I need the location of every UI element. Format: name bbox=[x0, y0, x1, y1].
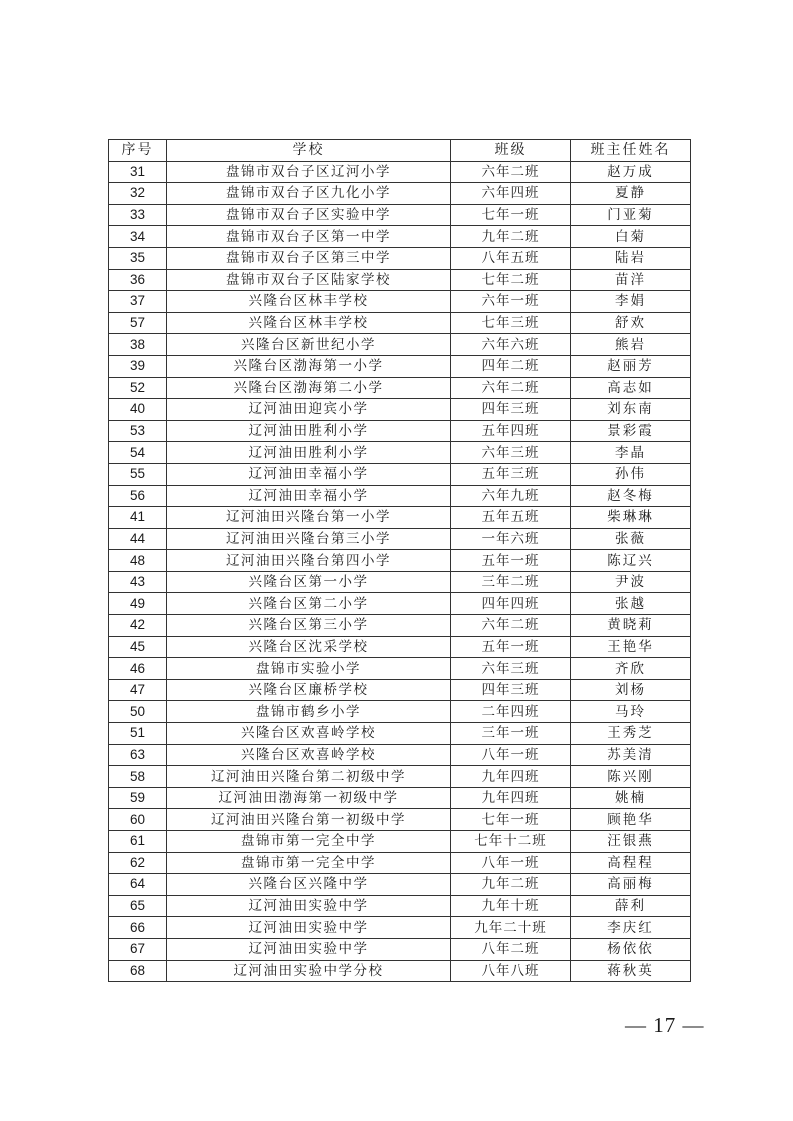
cell-class: 八年八班 bbox=[451, 960, 571, 982]
cell-teacher: 高丽梅 bbox=[571, 874, 691, 896]
cell-teacher: 尹波 bbox=[571, 571, 691, 593]
cell-index: 56 bbox=[109, 485, 167, 507]
cell-school: 盘锦市实验小学 bbox=[167, 658, 451, 680]
cell-class: 五年三班 bbox=[451, 463, 571, 485]
cell-index: 62 bbox=[109, 852, 167, 874]
cell-index: 35 bbox=[109, 247, 167, 269]
cell-teacher: 高程程 bbox=[571, 852, 691, 874]
cell-teacher: 赵丽芳 bbox=[571, 355, 691, 377]
table-row bbox=[109, 615, 691, 637]
cell-index: 40 bbox=[109, 399, 167, 421]
cell-teacher: 熊岩 bbox=[571, 334, 691, 356]
cell-teacher: 高志如 bbox=[571, 377, 691, 399]
cell-teacher: 景彩霞 bbox=[571, 420, 691, 442]
cell-index: 45 bbox=[109, 636, 167, 658]
cell-class: 八年二班 bbox=[451, 938, 571, 960]
cell-index: 66 bbox=[109, 917, 167, 939]
cell-school: 辽河油田胜利小学 bbox=[167, 442, 451, 464]
cell-school: 辽河油田实验中学 bbox=[167, 938, 451, 960]
cell-class: 七年二班 bbox=[451, 269, 571, 291]
table-row bbox=[109, 852, 691, 874]
cell-index: 55 bbox=[109, 463, 167, 485]
cell-school: 辽河油田兴隆台第一小学 bbox=[167, 507, 451, 529]
cell-class: 八年一班 bbox=[451, 744, 571, 766]
cell-school: 兴隆台区沈采学校 bbox=[167, 636, 451, 658]
cell-school: 辽河油田胜利小学 bbox=[167, 420, 451, 442]
table-body bbox=[109, 161, 691, 982]
cell-teacher: 王艳华 bbox=[571, 636, 691, 658]
cell-class: 五年一班 bbox=[451, 550, 571, 572]
cell-index: 43 bbox=[109, 571, 167, 593]
table-row bbox=[109, 247, 691, 269]
cell-teacher: 刘杨 bbox=[571, 679, 691, 701]
table-row bbox=[109, 507, 691, 529]
cell-teacher: 李庆红 bbox=[571, 917, 691, 939]
cell-index: 38 bbox=[109, 334, 167, 356]
table-row bbox=[109, 550, 691, 572]
cell-index: 63 bbox=[109, 744, 167, 766]
table-row bbox=[109, 204, 691, 226]
cell-index: 34 bbox=[109, 226, 167, 248]
table-row bbox=[109, 377, 691, 399]
cell-class: 五年一班 bbox=[451, 636, 571, 658]
cell-teacher: 赵万成 bbox=[571, 161, 691, 183]
cell-teacher: 舒欢 bbox=[571, 312, 691, 334]
cell-class: 二年四班 bbox=[451, 701, 571, 723]
cell-index: 42 bbox=[109, 615, 167, 637]
cell-school: 兴隆台区新世纪小学 bbox=[167, 334, 451, 356]
cell-school: 兴隆台区第一小学 bbox=[167, 571, 451, 593]
table-row bbox=[109, 269, 691, 291]
table-row bbox=[109, 463, 691, 485]
cell-teacher: 汪银燕 bbox=[571, 831, 691, 853]
cell-class: 三年一班 bbox=[451, 723, 571, 745]
cell-teacher: 马玲 bbox=[571, 701, 691, 723]
cell-school: 盘锦市双台子区九化小学 bbox=[167, 183, 451, 205]
cell-school: 兴隆台区第三小学 bbox=[167, 615, 451, 637]
cell-teacher: 齐欣 bbox=[571, 658, 691, 680]
cell-teacher: 柴琳琳 bbox=[571, 507, 691, 529]
cell-index: 54 bbox=[109, 442, 167, 464]
table-row bbox=[109, 831, 691, 853]
cell-class: 八年一班 bbox=[451, 852, 571, 874]
cell-school: 盘锦市鹤乡小学 bbox=[167, 701, 451, 723]
table-row bbox=[109, 420, 691, 442]
cell-class: 六年二班 bbox=[451, 615, 571, 637]
cell-school: 盘锦市双台子区第一中学 bbox=[167, 226, 451, 248]
cell-class: 六年一班 bbox=[451, 291, 571, 313]
cell-school: 辽河油田兴隆台第二初级中学 bbox=[167, 766, 451, 788]
cell-class: 六年二班 bbox=[451, 377, 571, 399]
cell-class: 七年三班 bbox=[451, 312, 571, 334]
cell-index: 46 bbox=[109, 658, 167, 680]
table-row bbox=[109, 485, 691, 507]
cell-class: 九年二十班 bbox=[451, 917, 571, 939]
cell-teacher: 白菊 bbox=[571, 226, 691, 248]
table-row bbox=[109, 723, 691, 745]
cell-teacher: 陈兴刚 bbox=[571, 766, 691, 788]
cell-index: 58 bbox=[109, 766, 167, 788]
cell-index: 67 bbox=[109, 938, 167, 960]
cell-index: 32 bbox=[109, 183, 167, 205]
cell-school: 盘锦市第一完全中学 bbox=[167, 831, 451, 853]
table-row bbox=[109, 766, 691, 788]
cell-teacher: 门亚菊 bbox=[571, 204, 691, 226]
cell-index: 60 bbox=[109, 809, 167, 831]
table-row bbox=[109, 355, 691, 377]
cell-teacher: 夏静 bbox=[571, 183, 691, 205]
cell-school: 兴隆台区欢喜岭学校 bbox=[167, 723, 451, 745]
table-row bbox=[109, 679, 691, 701]
cell-teacher: 孙伟 bbox=[571, 463, 691, 485]
cell-class: 六年六班 bbox=[451, 334, 571, 356]
cell-index: 37 bbox=[109, 291, 167, 313]
table-row bbox=[109, 593, 691, 615]
cell-teacher: 蒋秋英 bbox=[571, 960, 691, 982]
cell-teacher: 李晶 bbox=[571, 442, 691, 464]
cell-class: 八年五班 bbox=[451, 247, 571, 269]
cell-school: 兴隆台区渤海第一小学 bbox=[167, 355, 451, 377]
cell-class: 五年四班 bbox=[451, 420, 571, 442]
cell-school: 辽河油田兴隆台第四小学 bbox=[167, 550, 451, 572]
cell-teacher: 陈辽兴 bbox=[571, 550, 691, 572]
table-row bbox=[109, 744, 691, 766]
cell-school: 辽河油田迎宾小学 bbox=[167, 399, 451, 421]
cell-class: 五年五班 bbox=[451, 507, 571, 529]
table-row bbox=[109, 528, 691, 550]
cell-school: 辽河油田渤海第一初级中学 bbox=[167, 787, 451, 809]
cell-index: 51 bbox=[109, 723, 167, 745]
cell-index: 31 bbox=[109, 161, 167, 183]
cell-school: 兴隆台区林丰学校 bbox=[167, 312, 451, 334]
table-row bbox=[109, 226, 691, 248]
cell-school: 辽河油田实验中学 bbox=[167, 895, 451, 917]
cell-class: 六年九班 bbox=[451, 485, 571, 507]
table-row bbox=[109, 636, 691, 658]
cell-class: 六年四班 bbox=[451, 183, 571, 205]
cell-index: 33 bbox=[109, 204, 167, 226]
cell-school: 辽河油田幸福小学 bbox=[167, 485, 451, 507]
table-row bbox=[109, 874, 691, 896]
cell-teacher: 苏美清 bbox=[571, 744, 691, 766]
cell-class: 九年二班 bbox=[451, 226, 571, 248]
cell-teacher: 李娟 bbox=[571, 291, 691, 313]
table-row bbox=[109, 291, 691, 313]
header-class: 班级 bbox=[451, 140, 571, 162]
cell-class: 一年六班 bbox=[451, 528, 571, 550]
cell-class: 七年一班 bbox=[451, 809, 571, 831]
cell-class: 七年一班 bbox=[451, 204, 571, 226]
cell-school: 辽河油田实验中学 bbox=[167, 917, 451, 939]
cell-school: 辽河油田兴隆台第一初级中学 bbox=[167, 809, 451, 831]
cell-school: 兴隆台区廉桥学校 bbox=[167, 679, 451, 701]
cell-class: 七年十二班 bbox=[451, 831, 571, 853]
cell-index: 65 bbox=[109, 895, 167, 917]
header-index: 序号 bbox=[109, 140, 167, 162]
cell-index: 64 bbox=[109, 874, 167, 896]
cell-teacher: 刘东南 bbox=[571, 399, 691, 421]
cell-school: 辽河油田幸福小学 bbox=[167, 463, 451, 485]
cell-teacher: 黄晓莉 bbox=[571, 615, 691, 637]
table-row bbox=[109, 787, 691, 809]
cell-class: 四年四班 bbox=[451, 593, 571, 615]
cell-teacher: 苗洋 bbox=[571, 269, 691, 291]
cell-index: 68 bbox=[109, 960, 167, 982]
cell-teacher: 姚楠 bbox=[571, 787, 691, 809]
table-row bbox=[109, 183, 691, 205]
cell-class: 四年二班 bbox=[451, 355, 571, 377]
cell-class: 三年二班 bbox=[451, 571, 571, 593]
cell-school: 兴隆台区兴隆中学 bbox=[167, 874, 451, 896]
cell-school: 兴隆台区欢喜岭学校 bbox=[167, 744, 451, 766]
cell-teacher: 张越 bbox=[571, 593, 691, 615]
cell-index: 49 bbox=[109, 593, 167, 615]
table-header-row bbox=[109, 140, 691, 162]
cell-class: 四年三班 bbox=[451, 679, 571, 701]
cell-class: 九年二班 bbox=[451, 874, 571, 896]
cell-school: 盘锦市双台子区辽河小学 bbox=[167, 161, 451, 183]
page-number: — 17 — bbox=[625, 1013, 705, 1037]
cell-index: 41 bbox=[109, 507, 167, 529]
cell-teacher: 王秀芝 bbox=[571, 723, 691, 745]
table-row bbox=[109, 399, 691, 421]
cell-class: 四年三班 bbox=[451, 399, 571, 421]
cell-school: 盘锦市双台子区陆家学校 bbox=[167, 269, 451, 291]
cell-index: 44 bbox=[109, 528, 167, 550]
cell-school: 兴隆台区第二小学 bbox=[167, 593, 451, 615]
cell-index: 47 bbox=[109, 679, 167, 701]
cell-teacher: 顾艳华 bbox=[571, 809, 691, 831]
table-row bbox=[109, 895, 691, 917]
table-row bbox=[109, 960, 691, 982]
table-row bbox=[109, 809, 691, 831]
cell-teacher: 杨依依 bbox=[571, 938, 691, 960]
header-teacher: 班主任姓名 bbox=[571, 140, 691, 162]
cell-index: 57 bbox=[109, 312, 167, 334]
cell-index: 50 bbox=[109, 701, 167, 723]
table-row bbox=[109, 938, 691, 960]
cell-index: 61 bbox=[109, 831, 167, 853]
table-row bbox=[109, 334, 691, 356]
cell-index: 59 bbox=[109, 787, 167, 809]
table-row bbox=[109, 658, 691, 680]
cell-teacher: 张薇 bbox=[571, 528, 691, 550]
table-row bbox=[109, 571, 691, 593]
cell-teacher: 赵冬梅 bbox=[571, 485, 691, 507]
cell-class: 六年二班 bbox=[451, 161, 571, 183]
cell-school: 盘锦市双台子区实验中学 bbox=[167, 204, 451, 226]
cell-school: 辽河油田实验中学分校 bbox=[167, 960, 451, 982]
cell-index: 52 bbox=[109, 377, 167, 399]
cell-index: 36 bbox=[109, 269, 167, 291]
class-teacher-table bbox=[108, 139, 691, 982]
cell-school: 盘锦市双台子区第三中学 bbox=[167, 247, 451, 269]
cell-class: 九年四班 bbox=[451, 766, 571, 788]
cell-school: 辽河油田兴隆台第三小学 bbox=[167, 528, 451, 550]
header-school: 学校 bbox=[167, 140, 451, 162]
table-row bbox=[109, 161, 691, 183]
table-row bbox=[109, 442, 691, 464]
cell-school: 兴隆台区林丰学校 bbox=[167, 291, 451, 313]
cell-index: 48 bbox=[109, 550, 167, 572]
cell-teacher: 陆岩 bbox=[571, 247, 691, 269]
table-row bbox=[109, 312, 691, 334]
cell-class: 九年十班 bbox=[451, 895, 571, 917]
cell-class: 九年四班 bbox=[451, 787, 571, 809]
table-row bbox=[109, 701, 691, 723]
cell-class: 六年三班 bbox=[451, 658, 571, 680]
cell-teacher: 薛利 bbox=[571, 895, 691, 917]
cell-school: 兴隆台区渤海第二小学 bbox=[167, 377, 451, 399]
table-row bbox=[109, 917, 691, 939]
cell-school: 盘锦市第一完全中学 bbox=[167, 852, 451, 874]
cell-index: 53 bbox=[109, 420, 167, 442]
cell-index: 39 bbox=[109, 355, 167, 377]
cell-class: 六年三班 bbox=[451, 442, 571, 464]
